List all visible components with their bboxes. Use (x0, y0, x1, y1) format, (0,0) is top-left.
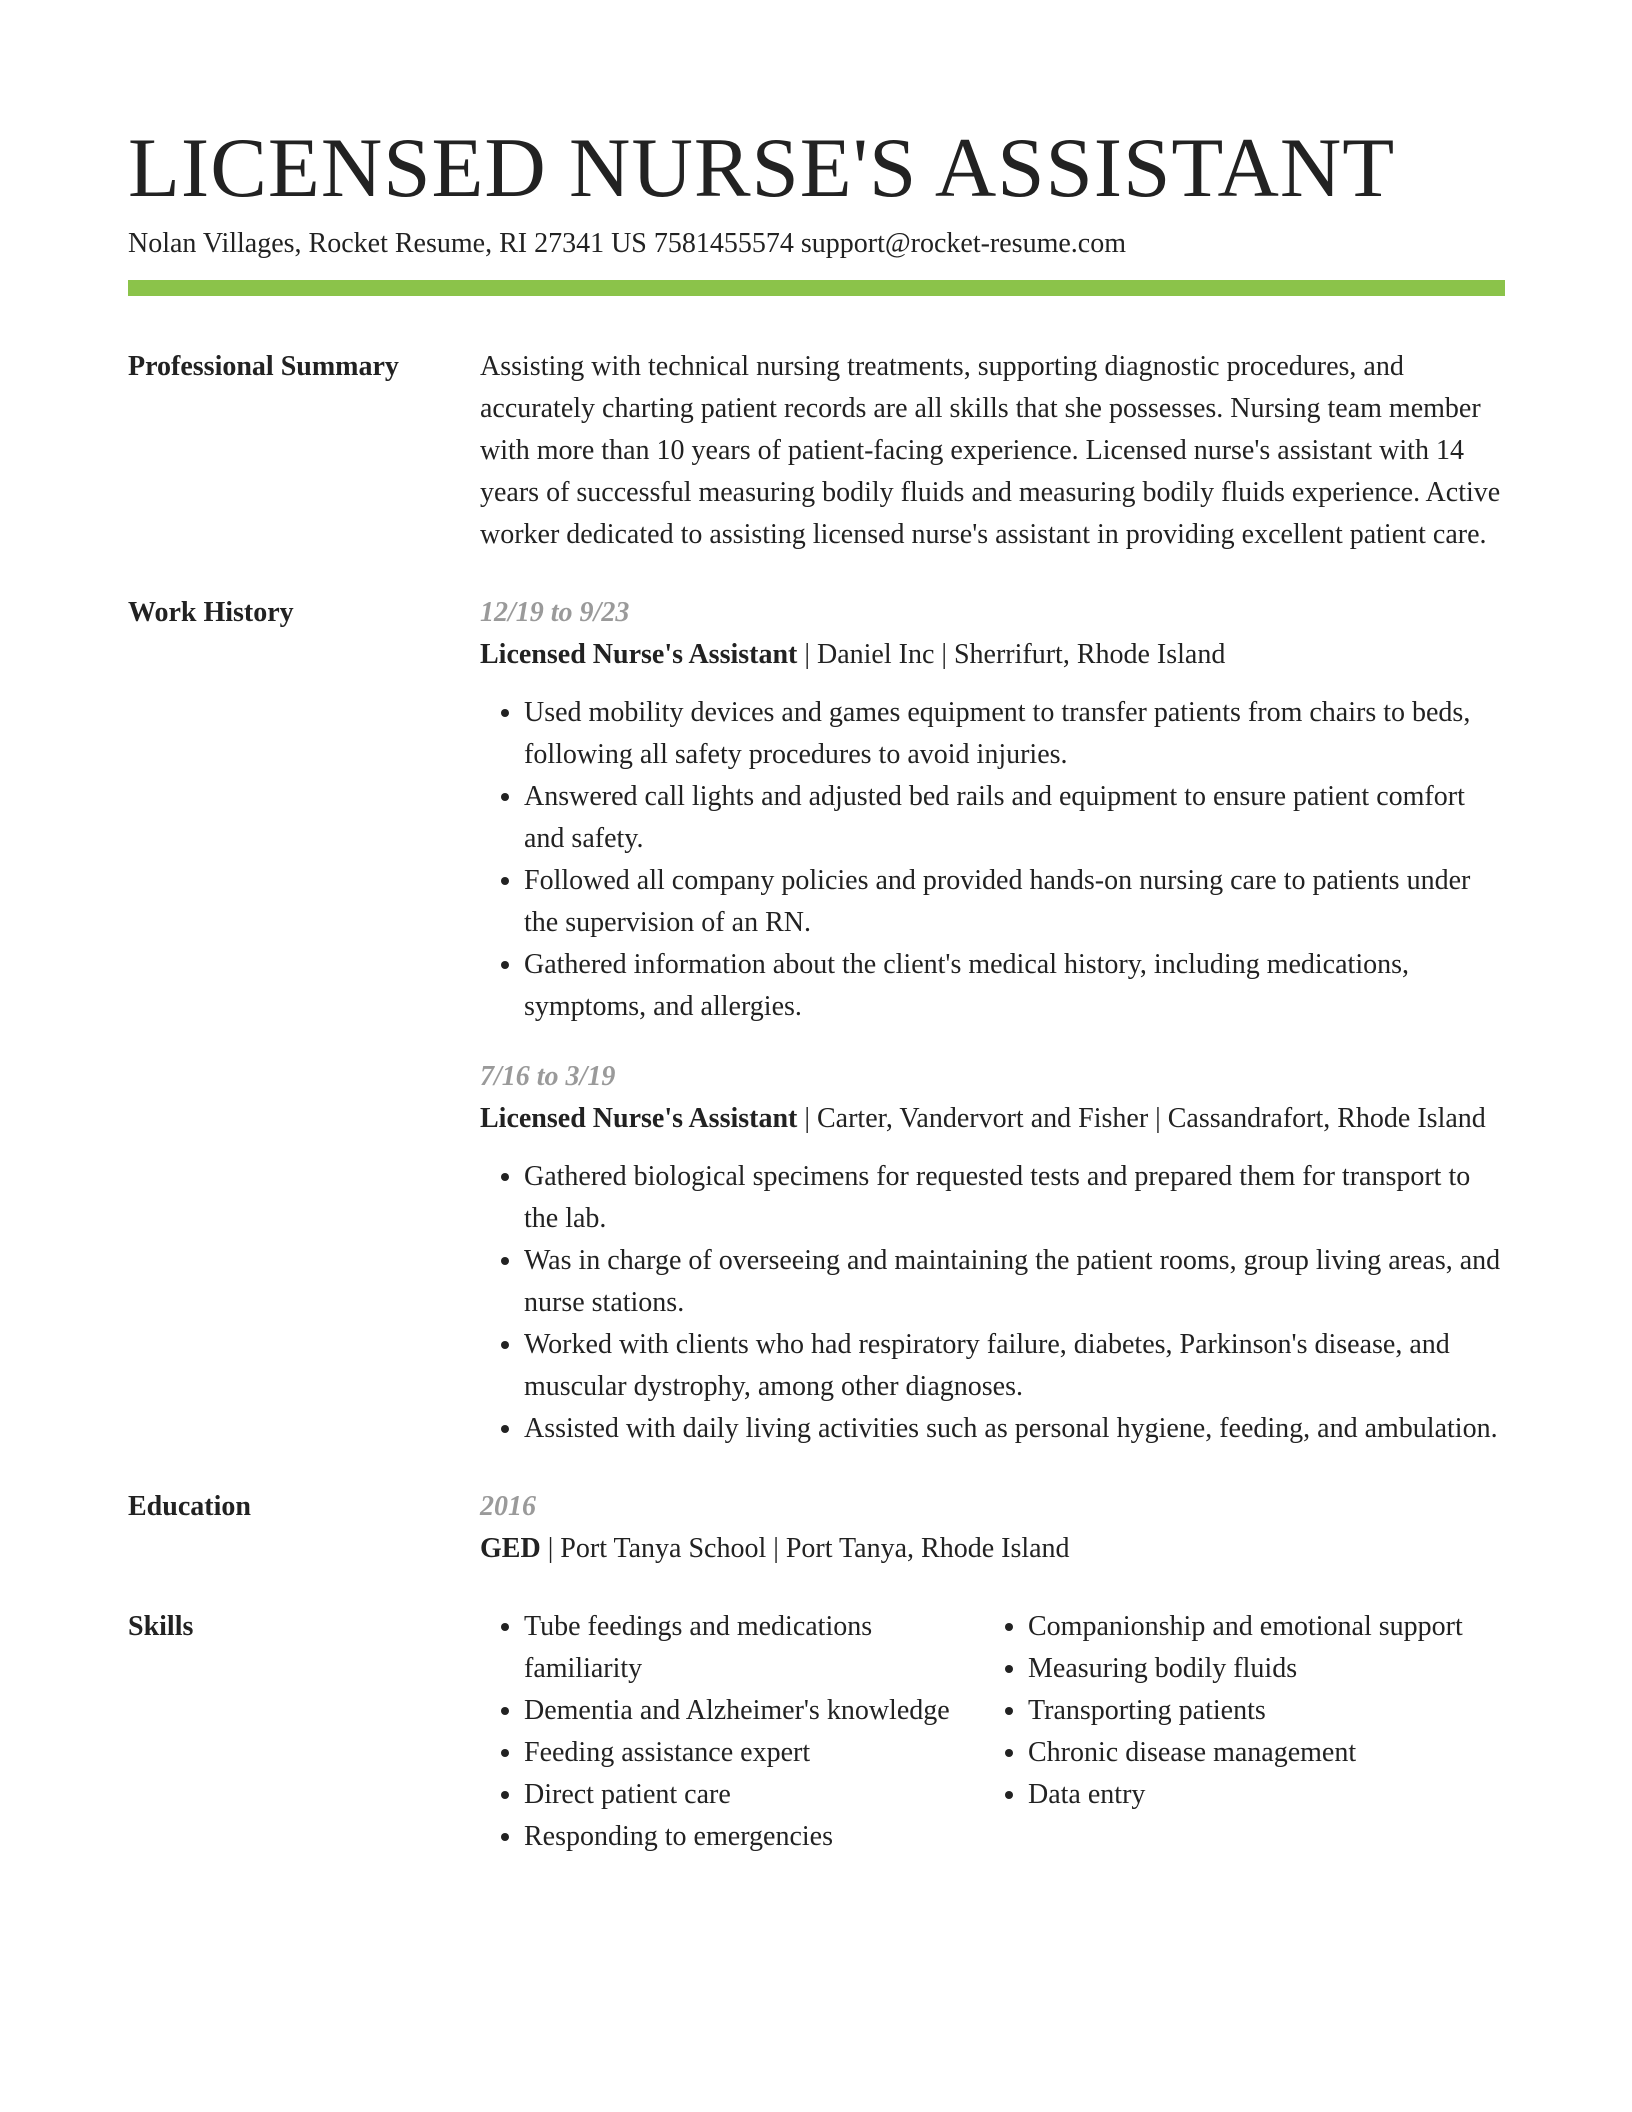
skill-item: • Measuring bodily fluids (1028, 1648, 1505, 1690)
job-bullets (480, 1156, 1505, 1450)
job-title: Licensed Nurse's Assistant (480, 1103, 798, 1134)
job-title-line (480, 634, 1505, 676)
skill-item: • Direct patient care (524, 1774, 984, 1816)
job-dates: 7/16 to 3/19 (480, 1061, 616, 1092)
job-bullet: • Assisted with daily living activities such as personal hygiene, feeding, and ambulation. (524, 1408, 1505, 1450)
skill-item: • Transporting patients (1028, 1690, 1505, 1732)
resume-page (128, 118, 1505, 1858)
section-label-skills: Skills (128, 1611, 194, 1642)
skill-item: • Chronic disease management (1028, 1732, 1505, 1774)
education-section (128, 1486, 1505, 1570)
job-details: | Daniel Inc | Sherrifurt, Rhode Island (797, 639, 1226, 670)
summary-section (128, 346, 1505, 556)
section-label-work-history: Work History (128, 597, 294, 628)
job-entry (480, 1056, 1505, 1450)
skills-section (128, 1606, 1505, 1858)
skill-item: • Responding to emergencies (524, 1816, 984, 1858)
skills-column-left (480, 1606, 984, 1858)
resume-name: LICENSED NURSE'S ASSISTANT (128, 121, 1396, 215)
job-entry (480, 592, 1505, 1028)
skill-item: • Feeding assistance expert (524, 1732, 984, 1774)
accent-divider (128, 280, 1505, 296)
section-label-education: Education (128, 1491, 251, 1522)
job-bullet: • Answered call lights and adjusted bed rails and equipment to ensure patient comfort and safety. (524, 776, 1505, 860)
summary-text: Assisting with technical nursing treatments, supporting diagnostic procedures, and accurately charting patient records are all skills that she possesses. Nursing team member with more than 10 years of patient-facing experience. Licensed nurse's assistant with 14 years of successful measuring bodily fluids and measuring bodily fluids experience. Active worker dedicated to assisting licensed nurse's assistant in providing excellent patient care. (480, 351, 1501, 550)
work-history-section (128, 592, 1505, 1450)
job-bullet: • Worked with clients who had respiratory failure, diabetes, Parkinson's disease, and muscular dystrophy, among other diagnoses. (524, 1324, 1505, 1408)
contact-line: Nolan Villages, Rocket Resume, RI 27341 US 7581455574 support@rocket-resume.com (128, 228, 1126, 259)
job-bullet: • Used mobility devices and games equipment to transfer patients from chairs to beds, following all safety procedures to avoid injuries. (524, 692, 1505, 776)
education-degree: GED (480, 1533, 541, 1564)
job-bullet: • Gathered information about the client's medical history, including medications, symptoms, and allergies. (524, 944, 1505, 1028)
skill-item: • Tube feedings and medications familiarity (524, 1606, 984, 1690)
job-title-line (480, 1098, 1505, 1140)
job-bullets (480, 692, 1505, 1028)
education-details: | Port Tanya School | Port Tanya, Rhode Island (540, 1533, 1070, 1564)
skill-item: • Data entry (1028, 1774, 1505, 1816)
section-label-summary: Professional Summary (128, 351, 399, 382)
job-dates: 12/19 to 9/23 (480, 597, 630, 628)
skill-item: • Companionship and emotional support (1028, 1606, 1505, 1648)
job-bullet: • Gathered biological specimens for requested tests and prepared them for transport to the lab. (524, 1156, 1505, 1240)
skill-item: • Dementia and Alzheimer's knowledge (524, 1690, 984, 1732)
education-date: 2016 (480, 1491, 536, 1522)
job-title: Licensed Nurse's Assistant (480, 639, 798, 670)
job-bullet: • Followed all company policies and provided hands-on nursing care to patients under the supervision of an RN. (524, 860, 1505, 944)
skills-column-right (984, 1606, 1505, 1858)
education-line (480, 1528, 1505, 1570)
job-bullet: • Was in charge of overseeing and maintaining the patient rooms, group living areas, and nurse stations. (524, 1240, 1505, 1324)
job-details: | Carter, Vandervort and Fisher | Cassandrafort, Rhode Island (797, 1103, 1486, 1134)
